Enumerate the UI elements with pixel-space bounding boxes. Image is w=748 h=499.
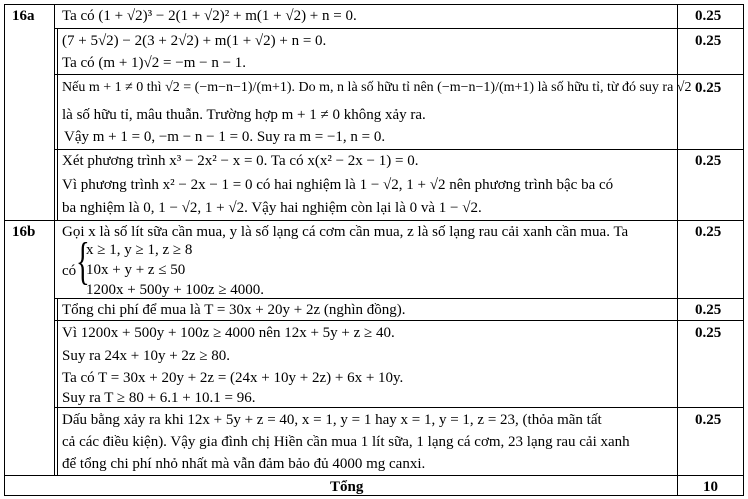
row-divider bbox=[54, 74, 744, 75]
score-value: 0.25 bbox=[695, 325, 722, 341]
answer-line: là số hữu tỉ, mâu thuẫn. Trường hợp m + 1 ≠ 0 không xảy ra. bbox=[62, 107, 426, 123]
answer-line: Tổng chi phí để mua là T = 30x + 20y + 2z (nghìn đồng). bbox=[62, 302, 406, 318]
system-line: 1200x + 500y + 100z ≥ 4000. bbox=[86, 282, 265, 298]
answer-line: Ta có T = 30x + 20y + 2z = (24x + 10y + 2z) + 6x + 10y. bbox=[62, 370, 404, 386]
section-label-16a: 16a bbox=[12, 8, 35, 24]
row-divider bbox=[4, 475, 744, 476]
score-value: 0.25 bbox=[695, 302, 722, 318]
section-divider bbox=[4, 220, 744, 221]
total-label: Tổng bbox=[330, 479, 364, 495]
table-border-top bbox=[4, 4, 744, 5]
score-value: 0.25 bbox=[695, 80, 722, 96]
score-value: 0.25 bbox=[695, 8, 722, 24]
table-border-bottom bbox=[4, 495, 744, 496]
total-value: 10 bbox=[703, 479, 718, 495]
system-brace: { bbox=[76, 233, 90, 290]
answer-line: Suy ra 24x + 10y + 2z ≥ 80. bbox=[62, 348, 231, 364]
score-value: 0.25 bbox=[695, 224, 722, 240]
answer-line: Xét phương trình x³ − 2x² − x = 0. Ta có x(x² − 2x − 1) = 0. bbox=[62, 153, 419, 169]
system-line: x ≥ 1, y ≥ 1, z ≥ 8 bbox=[86, 242, 193, 258]
answer-line: Gọi x là số lít sữa cần mua, y là số lạng cá cơm cần mua, z là số lạng rau cải xanh cần mua. Ta bbox=[62, 224, 629, 240]
row-divider bbox=[54, 28, 744, 29]
row-divider bbox=[54, 149, 744, 150]
table-border-left bbox=[4, 4, 5, 496]
row-divider bbox=[54, 320, 744, 321]
column-divider-score bbox=[677, 4, 678, 496]
answer-line: Suy ra T ≥ 80 + 6.1 + 10.1 = 96. bbox=[62, 390, 256, 406]
score-value: 0.25 bbox=[695, 153, 722, 169]
system-line: 10x + y + z ≤ 50 bbox=[86, 262, 186, 278]
answer-line: Nếu m + 1 ≠ 0 thì √2 = (−m−n−1)/(m+1). Do m, n là số hữu tỉ nên (−m−n−1)/(m+1) là số hữu tỉ, từ đó suy ra √2 bbox=[62, 80, 692, 95]
answer-line: Ta có (m + 1)√2 = −m − n − 1. bbox=[62, 55, 247, 71]
row-divider bbox=[54, 407, 744, 408]
content-box-left bbox=[57, 28, 58, 220]
answer-line: Vì phương trình x² − 2x − 1 = 0 có hai nghiệm là 1 − √2, 1 + √2 nên phương trình bậc ba có bbox=[62, 177, 614, 193]
answer-line: ba nghiệm là 0, 1 − √2, 1 + √2. Vậy hai nghiệm còn lại là 0 và 1 − √2. bbox=[62, 200, 482, 216]
answer-line: Dấu bằng xảy ra khi 12x + 5y + z = 40, x = 1, y = 1 hay x = 1, y = 1, z = 23, (thỏa mãn tất bbox=[62, 412, 602, 428]
table-border-right bbox=[743, 4, 744, 496]
answer-line: (7 + 5√2) − 2(3 + 2√2) + m(1 + √2) + n = 0. bbox=[62, 33, 327, 49]
section-label-16b: 16b bbox=[12, 224, 36, 240]
answer-line: cả các điều kiện). Vậy gia đình chị Hiền cần mua 1 lít sữa, 1 lạng cá cơm, 23 lạng rau cải xanh bbox=[62, 434, 630, 450]
answer-line: có bbox=[62, 263, 77, 279]
answer-line: để tổng chi phí nhỏ nhất mà vẫn đảm bảo đủ 4000 mg canxi. bbox=[62, 456, 426, 472]
answer-line: Vì 1200x + 500y + 100z ≥ 4000 nên 12x + 5y + z ≥ 40. bbox=[62, 325, 395, 341]
content-box-left bbox=[57, 298, 58, 475]
answer-line: Vậy m + 1 = 0, −m − n − 1 = 0. Suy ra m = −1, n = 0. bbox=[64, 129, 386, 145]
score-value: 0.25 bbox=[695, 412, 722, 428]
score-value: 0.25 bbox=[695, 33, 722, 49]
answer-line: Ta có (1 + √2)³ − 2(1 + √2)² + m(1 + √2) + n = 0. bbox=[62, 8, 357, 24]
